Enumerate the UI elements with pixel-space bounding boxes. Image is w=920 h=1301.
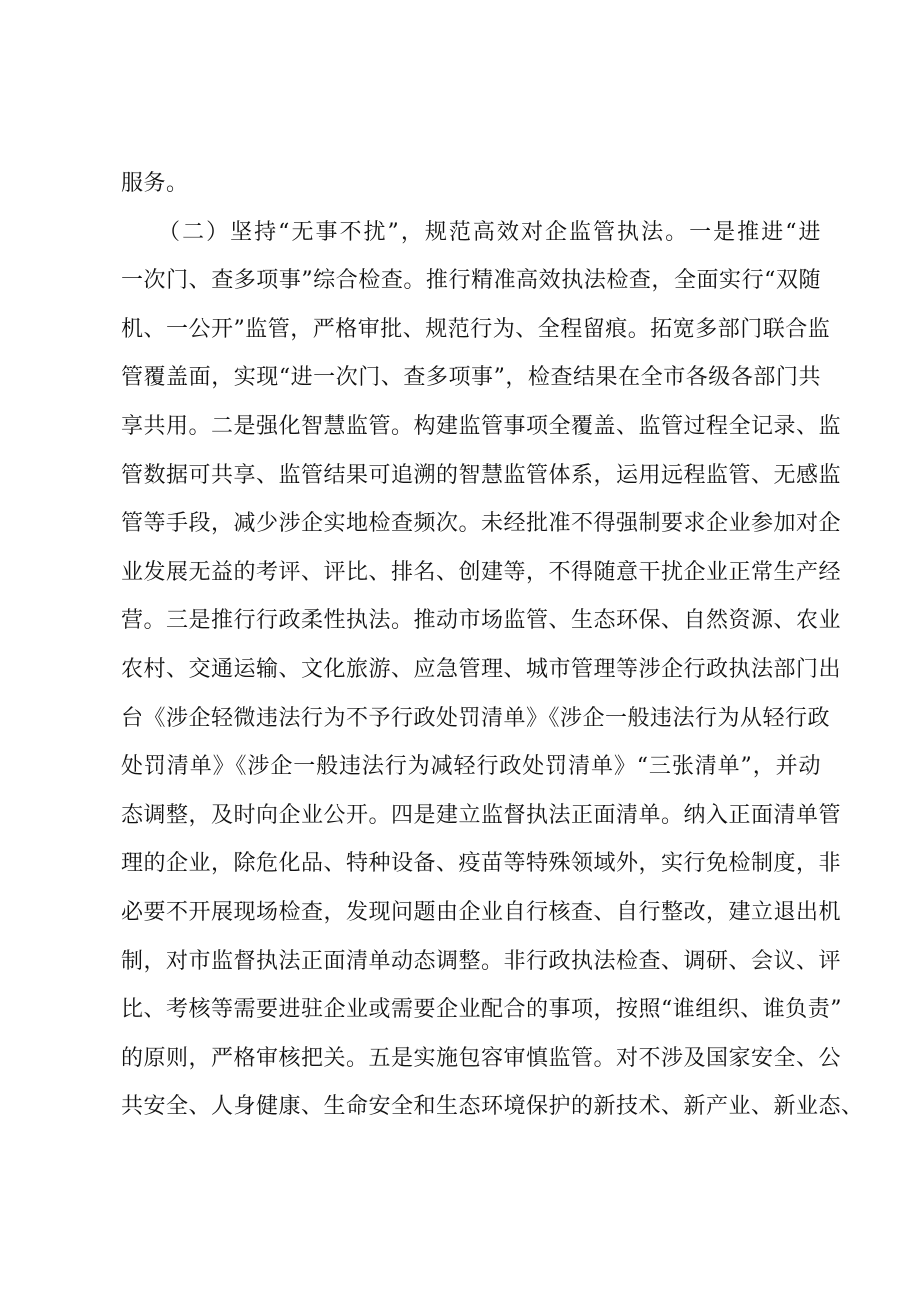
text-line: 的原则，严格审核把关。五是实施包容审慎监管。对不涉及国家安全、公 bbox=[121, 1045, 842, 1071]
text-line: 营。三是推行行政柔性执法。推动市场监管、生态环保、自然资源、农业 bbox=[121, 608, 842, 634]
text-line: 制，对市监督执法正面清单动态调整。非行政执法检查、调研、会议、评 bbox=[121, 948, 842, 974]
text-line: 农村、交通运输、文化旅游、应急管理、城市管理等涉企行政执法部门出 bbox=[121, 656, 842, 682]
text-line: 享共用。二是强化智慧监管。构建监管事项全覆盖、监管过程全记录、监 bbox=[121, 413, 842, 439]
text-line: 比、考核等需要进驻企业或需要企业配合的事项，按照“谁组织、谁负责” bbox=[121, 997, 842, 1023]
text-line: 管覆盖面，实现“进一次门、查多项事”，检查结果在全市各级各部门共 bbox=[121, 365, 821, 391]
text-line: 业发展无益的考评、评比、排名、创建等，不得随意干扰企业正常生产经 bbox=[121, 559, 842, 585]
text-line: （二）坚持“无事不扰”，规范高效对企监管执法。一是推进“进 bbox=[121, 219, 821, 245]
text-line: 服务。 bbox=[121, 171, 189, 196]
text-line: 管等手段，减少涉企实地检查频次。未经批准不得强制要求企业参加对企 bbox=[121, 511, 842, 537]
text-line: 理的企业，除危化品、特种设备、疫苗等特殊领域外，实行免检制度，非 bbox=[121, 851, 842, 877]
text-line: 台《涉企轻微违法行为不予行政处罚清单》《涉企一般违法行为从轻行政 bbox=[121, 705, 831, 731]
text-line: 处罚清单》《涉企一般违法行为减轻行政处罚清单》“三张清单”，并动 bbox=[121, 754, 821, 780]
text-line: 机、一公开”监管，严格审批、规范行为、全程留痕。拓宽多部门联合监 bbox=[121, 316, 831, 342]
text-line: 管数据可共享、监管结果可追溯的智慧监管体系，运用远程监管、无感监 bbox=[121, 462, 842, 488]
text-line: 态调整，及时向企业公开。四是建立监督执法正面清单。纳入正面清单管 bbox=[121, 802, 842, 828]
body-text bbox=[121, 160, 864, 1132]
text-line: 一次门、查多项事”综合检查。推行精准高效执法检查，全面实行“双随 bbox=[121, 268, 821, 294]
text-line: 必要不开展现场检查，发现问题由企业自行核查、自行整改，建立退出机 bbox=[121, 899, 842, 925]
text-line: 共安全、人身健康、生命安全和生态环境保护的新技术、新产业、新业态、 bbox=[121, 1094, 864, 1120]
